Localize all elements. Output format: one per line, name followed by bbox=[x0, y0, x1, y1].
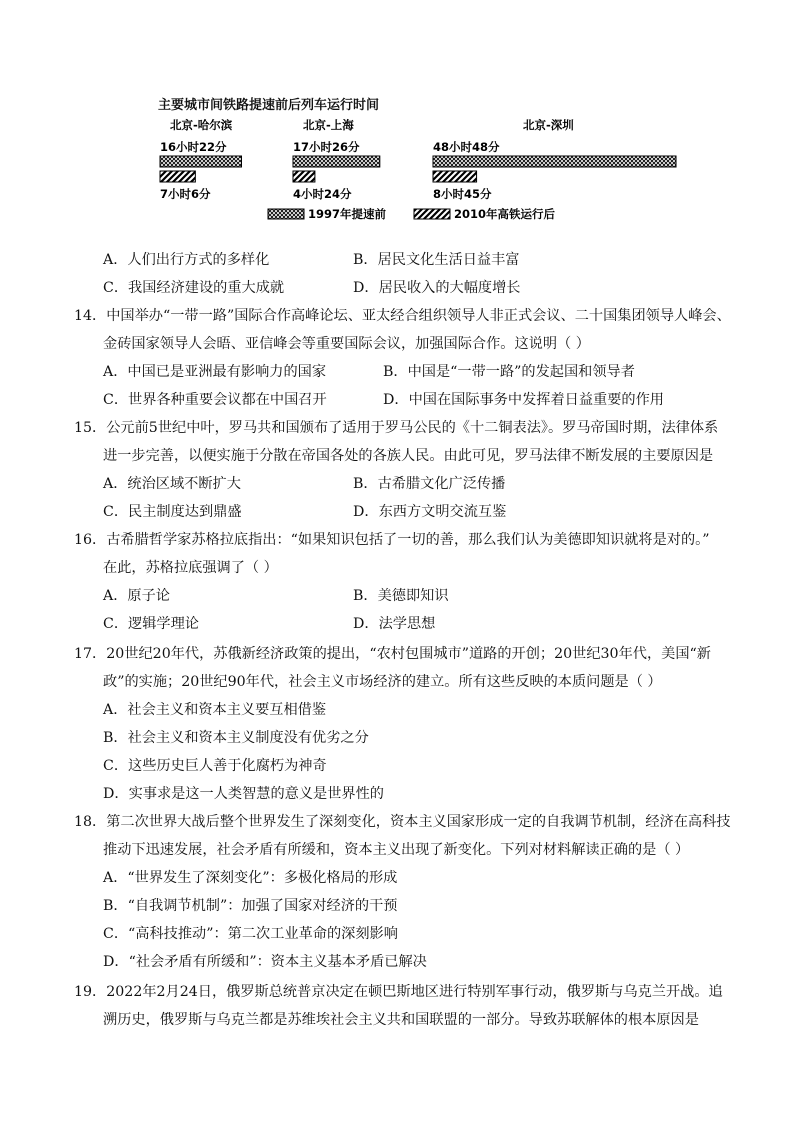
option-a: A．原子论 bbox=[103, 588, 170, 604]
legend-swatch-after bbox=[414, 209, 450, 219]
question-text: 在此，苏格拉底强调了（ ） bbox=[103, 560, 278, 576]
data-label-after: 4小时24分 bbox=[293, 187, 352, 201]
option-c: C．我国经济建设的重大成就 bbox=[103, 280, 285, 296]
question-text: 金砖国家领导人会晤、亚信峰会等重要国际会议，加强国际合作。这说明（ ） bbox=[103, 336, 590, 352]
option-d: D．居民收入的大幅度增长 bbox=[353, 280, 521, 296]
data-label-after: 8小时45分 bbox=[433, 187, 492, 201]
data-label-before: 48小时48分 bbox=[433, 140, 500, 154]
legend-swatch-before bbox=[268, 209, 304, 219]
option-b: B．中国是“一带一路”的发起国和领导者 bbox=[383, 364, 635, 380]
bar-after bbox=[433, 171, 477, 182]
option-d: D．中国在国际事务中发挥着日益重要的作用 bbox=[383, 392, 664, 408]
question-text: 15．公元前5世纪中叶，罗马共和国颁布了适用于罗马公民的《十二铜表法》。罗马帝国时期，法律体系 bbox=[74, 420, 719, 436]
chart-title: 主要城市间铁路提速前后列车运行时间 bbox=[158, 98, 380, 113]
question-text: 19．2022年2月24日，俄罗斯总统普京决定在顿巴斯地区进行特别军事行动，俄罗斯与乌克兰开战。追 bbox=[74, 984, 723, 1000]
question-text: 16．古希腊哲学家苏格拉底指出：“如果知识包括了一切的善，那么我们认为美德即知识就将是对的。” bbox=[74, 532, 710, 548]
question-text: 推动下迅速发展，社会矛盾有所缓和，资本主义出现了新变化。下列对材料解读正确的是（ ） bbox=[103, 842, 690, 858]
data-label-after: 7小时6分 bbox=[160, 187, 211, 201]
question-text: 溯历史，俄罗斯与乌克兰都是苏维埃社会主义共和国联盟的一部分。导致苏联解体的根本原因是 bbox=[103, 1012, 699, 1028]
option-a: A．中国已是亚洲最有影响力的国家 bbox=[103, 364, 327, 380]
option-c: C．世界各种重要会议都在中国召开 bbox=[103, 392, 327, 408]
option-b: B．社会主义和资本主义制度没有优劣之分 bbox=[103, 730, 369, 746]
option-c: C．逻辑学理论 bbox=[103, 616, 199, 632]
option-b: B．“自我调节机制”：加强了国家对经济的干预 bbox=[103, 898, 398, 914]
question-text: 14．中国举办“一带一路”国际合作高峰论坛、亚太经合组织领导人非正式会议、二十国集团领导人峰会、 bbox=[74, 308, 731, 324]
category-label: 北京-哈尔滨 bbox=[170, 118, 233, 132]
question-text: 17．20世纪20年代，苏俄新经济政策的提出，“农村包围城市”道路的开创；20世纪30年代，美国“新 bbox=[74, 646, 711, 662]
question-text: 进一步完善，以便实施于分散在帝国各处的各族人民。由此可见，罗马法律不断发展的主要原因是 bbox=[103, 448, 714, 464]
option-a: A．统治区域不断扩大 bbox=[103, 476, 241, 492]
option-d: D．法学思想 bbox=[353, 616, 436, 632]
option-a: A．人们出行方式的多样化 bbox=[103, 252, 270, 268]
category-label: 北京-深圳 bbox=[523, 118, 574, 132]
option-c: C．“高科技推动”：第二次工业革命的深刻影响 bbox=[103, 926, 398, 942]
bar-after bbox=[293, 171, 315, 182]
option-d: D．“社会矛盾有所缓和”：资本主义基本矛盾已解决 bbox=[103, 954, 427, 970]
question-text: 18．第二次世界大战后整个世界发生了深刻变化，资本主义国家形成一定的自我调节机制，经济在高科技 bbox=[74, 814, 731, 830]
option-d: D．实事求是这一人类智慧的意义是世界性的 bbox=[103, 786, 384, 802]
data-label-before: 16小时22分 bbox=[160, 140, 227, 154]
option-b: B．古希腊文化广泛传播 bbox=[353, 476, 506, 492]
data-label-before: 17小时26分 bbox=[293, 140, 360, 154]
bar-before bbox=[433, 156, 676, 167]
legend-label-after: 2010年高铁运行后 bbox=[454, 207, 556, 221]
option-c: C．这些历史巨人善于化腐朽为神奇 bbox=[103, 758, 327, 774]
option-b: B．居民文化生活日益丰富 bbox=[353, 252, 520, 268]
bar-before bbox=[160, 156, 242, 167]
option-c: C．民主制度达到鼎盛 bbox=[103, 504, 242, 520]
category-label: 北京-上海 bbox=[303, 118, 354, 132]
option-a: A．“世界发生了深刻变化”：多极化格局的形成 bbox=[103, 870, 398, 886]
option-a: A．社会主义和资本主义要互相借鉴 bbox=[103, 702, 327, 718]
bar-before bbox=[293, 156, 380, 167]
option-b: B．美德即知识 bbox=[353, 588, 449, 604]
chart-bars bbox=[150, 115, 690, 230]
question-text: 政”的实施；20世纪90年代，社会主义市场经济的建立。所有这些反映的本质问题是（ ） bbox=[103, 674, 662, 690]
option-d: D．东西方文明交流互鉴 bbox=[353, 504, 507, 520]
legend-label-before: 1997年提速前 bbox=[308, 207, 387, 221]
bar-after bbox=[160, 171, 195, 182]
